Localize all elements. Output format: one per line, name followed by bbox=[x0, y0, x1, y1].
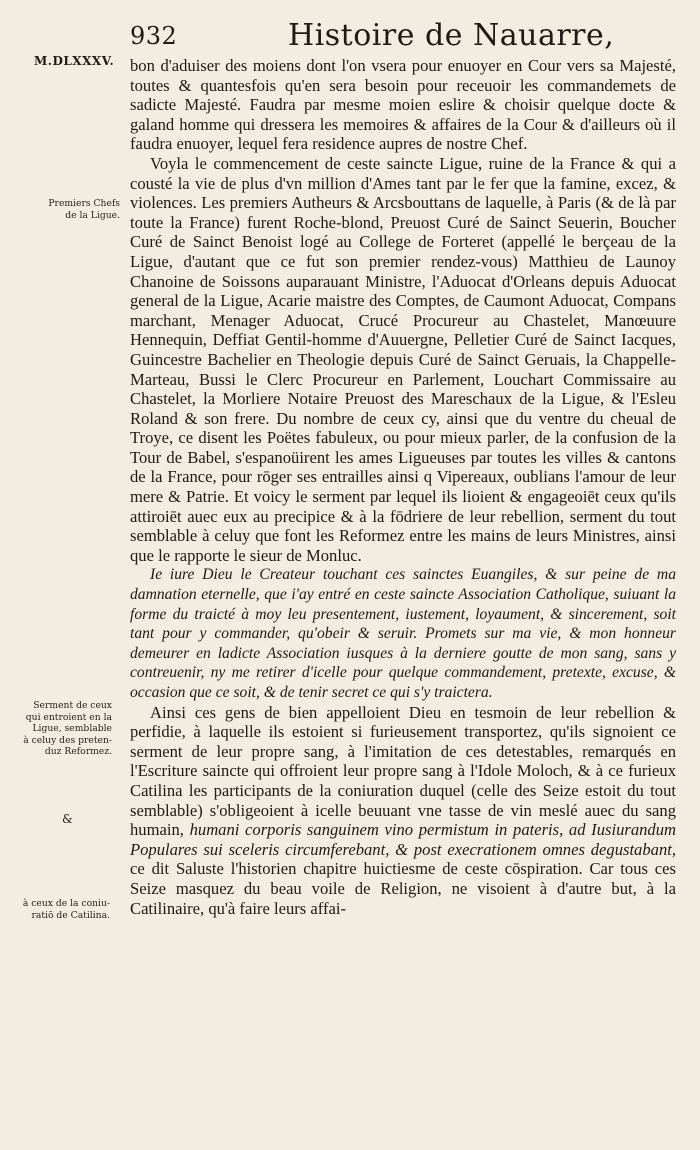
margin-ampersand: & bbox=[62, 812, 73, 826]
margin-line: à celuy des preten- bbox=[23, 734, 112, 746]
paragraph bbox=[130, 703, 676, 919]
margin-line: duz Reformez. bbox=[44, 746, 112, 757]
margin-line: de la Ligue. bbox=[65, 209, 120, 221]
running-title: Histoire de Nauarre, bbox=[288, 18, 615, 53]
margin-line: Serment de ceux bbox=[33, 700, 112, 711]
margin-line: ratiō de Catilina. bbox=[31, 909, 110, 921]
margin-line: Ligue, semblable bbox=[32, 723, 112, 734]
margin-line: qui entroient en la bbox=[25, 711, 112, 723]
year-marginal: M.DLXXXV. bbox=[34, 54, 115, 68]
paragraph-text: ce dit Saluste l'historien chapitre huictiesme de ceste cōspiration. Car tous ces Seize masquez du beau voile de Religion, ne visoient à d'autre but, à la Catilinaire, qu'à faire leurs affai- bbox=[130, 859, 676, 918]
margin-note-premiers-chefs bbox=[40, 198, 120, 221]
margin-note-catilina bbox=[14, 898, 110, 921]
paragraph: Voyla le commencement de ceste saincte Ligue, ruine de la France & qui a cousté la vie de plus d'vn million d'Ames tant par le fer que la famine, excez, & violences. Les premiers Autheurs & Arcsbouttans de laquelle, à Paris (& de là par toute la France) furent Roche-blond, Preuost Curé de Sainct Seuerin, Boucher Curé de Sainct Benoist logé au College de Forteret (appellé le berçeau de la Ligue, d'autant que ce fut son premier rendez-vous) Matthieu de Launoy Chanoine de Soissons auparauant Ministre, l'Aduocat d'Orleans depuis Aduocat general de la Ligue, Acarie maistre des Comptes, de Caumont Aduocat, Compans marchant, Menager Aduocat, Crucé Procureur au Chastelet, Manœuure Hennequin, Deffiat Gentil-homme d'Auuergne, Pelletier Curé de Sainct Iacques, Guincestre Bachelier en Theologie depuis Curé de Sainct Geruais, la Chappelle-Marteau, Bussi le Clerc Procureur en Parlement, Louchart Commissaire au Chastelet, la Morliere Notaire Preuost des Mareschaux de la Ligue, & l'Esleu Roland & son frere. Du nombre de ceux cy, ainsi que du ventre du cheual de Troye, ce disent les Poëtes fabuleux, ou pour mieux parler, de la confusion de la Tour de Babel, s'espanoüirent les ames Ligueuses par toutes les villes & cantons de la France, pour rōger ses entrailles ainsi q Vipereaux, oublians l'amour de leur mere & Patrie. Et voicy le serment par lequel ils lioient & engageoiēt ceux qu'ils attiroiēt auec eux au precipice & à la fōdriere de leur rebellion, serment du tout semblable à celuy que font les Reformez entre les mains de leurs Ministres, ainsi que le rapporte le sieur de Monluc. bbox=[130, 153, 676, 565]
margin-line: Premiers Chefs bbox=[48, 198, 120, 209]
margin-line: à ceux de la coniu- bbox=[22, 898, 110, 909]
oath-paragraph: Ie iure Dieu le Createur touchant ces sainctes Euangiles, & sur peine de ma damnation eternelle, que i'ay entré en ceste saincte Association Catholique, suiuant la forme du traicté à moy leu presentement, iustement, loyaument, & sincerement, soit tant pour y commander, qu'obeir & seruir. Promets sur ma vie, & mon honneur demeurer en ladicte Association iusques à la derniere goutte de mon sang, sans y contreuenir, ny me retirer d'icelle pour quelque commandement, pretexte, excuse, & occasion que ce soit, & de tenir secret ce qui s'y traictera. bbox=[130, 566, 676, 701]
paragraph: bon d'aduiser des moiens dont l'on vsera pour enuoyer en Cour vers sa Majesté, toutes & quantesfois qu'en sera besoin pour receuoir les commandemets de sadicte Majesté. Faudra par mesme moien eslire & choisir quelque docte & galand homme qui dressera les memoires & affaires de la Cour & d'ailleurs où il faudra enuoyer, lequel fera residence aupres de nostre Chef. bbox=[130, 56, 676, 154]
page-header bbox=[0, 14, 700, 54]
paragraph-text: Ainsi ces gens de bien appelloient Dieu en tesmoin de leur rebellion & perfidie, à laquelle ils estoient si furieusement transportez, qu'ils signoient ce serment de leur propre sang, à l'imitation de ces detestables, remarqués en l'Escriture saincte qui offroient leur propre sang à l'Idole Moloch, & à ce furieux Catilina les participants de la coniuration duquel (celle des Seize estoit du tout semblable) s'obligeoient à icelle beuuant vne tasse de vin meslé auec du sang humain, bbox=[130, 702, 676, 840]
latin-quote: humani corporis sanguinem vino permistum in pateris, ad Iusiurandum Populares sui sceleris circumferebant, & post execrationem omnes degustabant, bbox=[130, 820, 676, 859]
body-text bbox=[130, 56, 676, 918]
page-number: 932 bbox=[130, 22, 178, 50]
margin-note-serment bbox=[18, 700, 112, 758]
